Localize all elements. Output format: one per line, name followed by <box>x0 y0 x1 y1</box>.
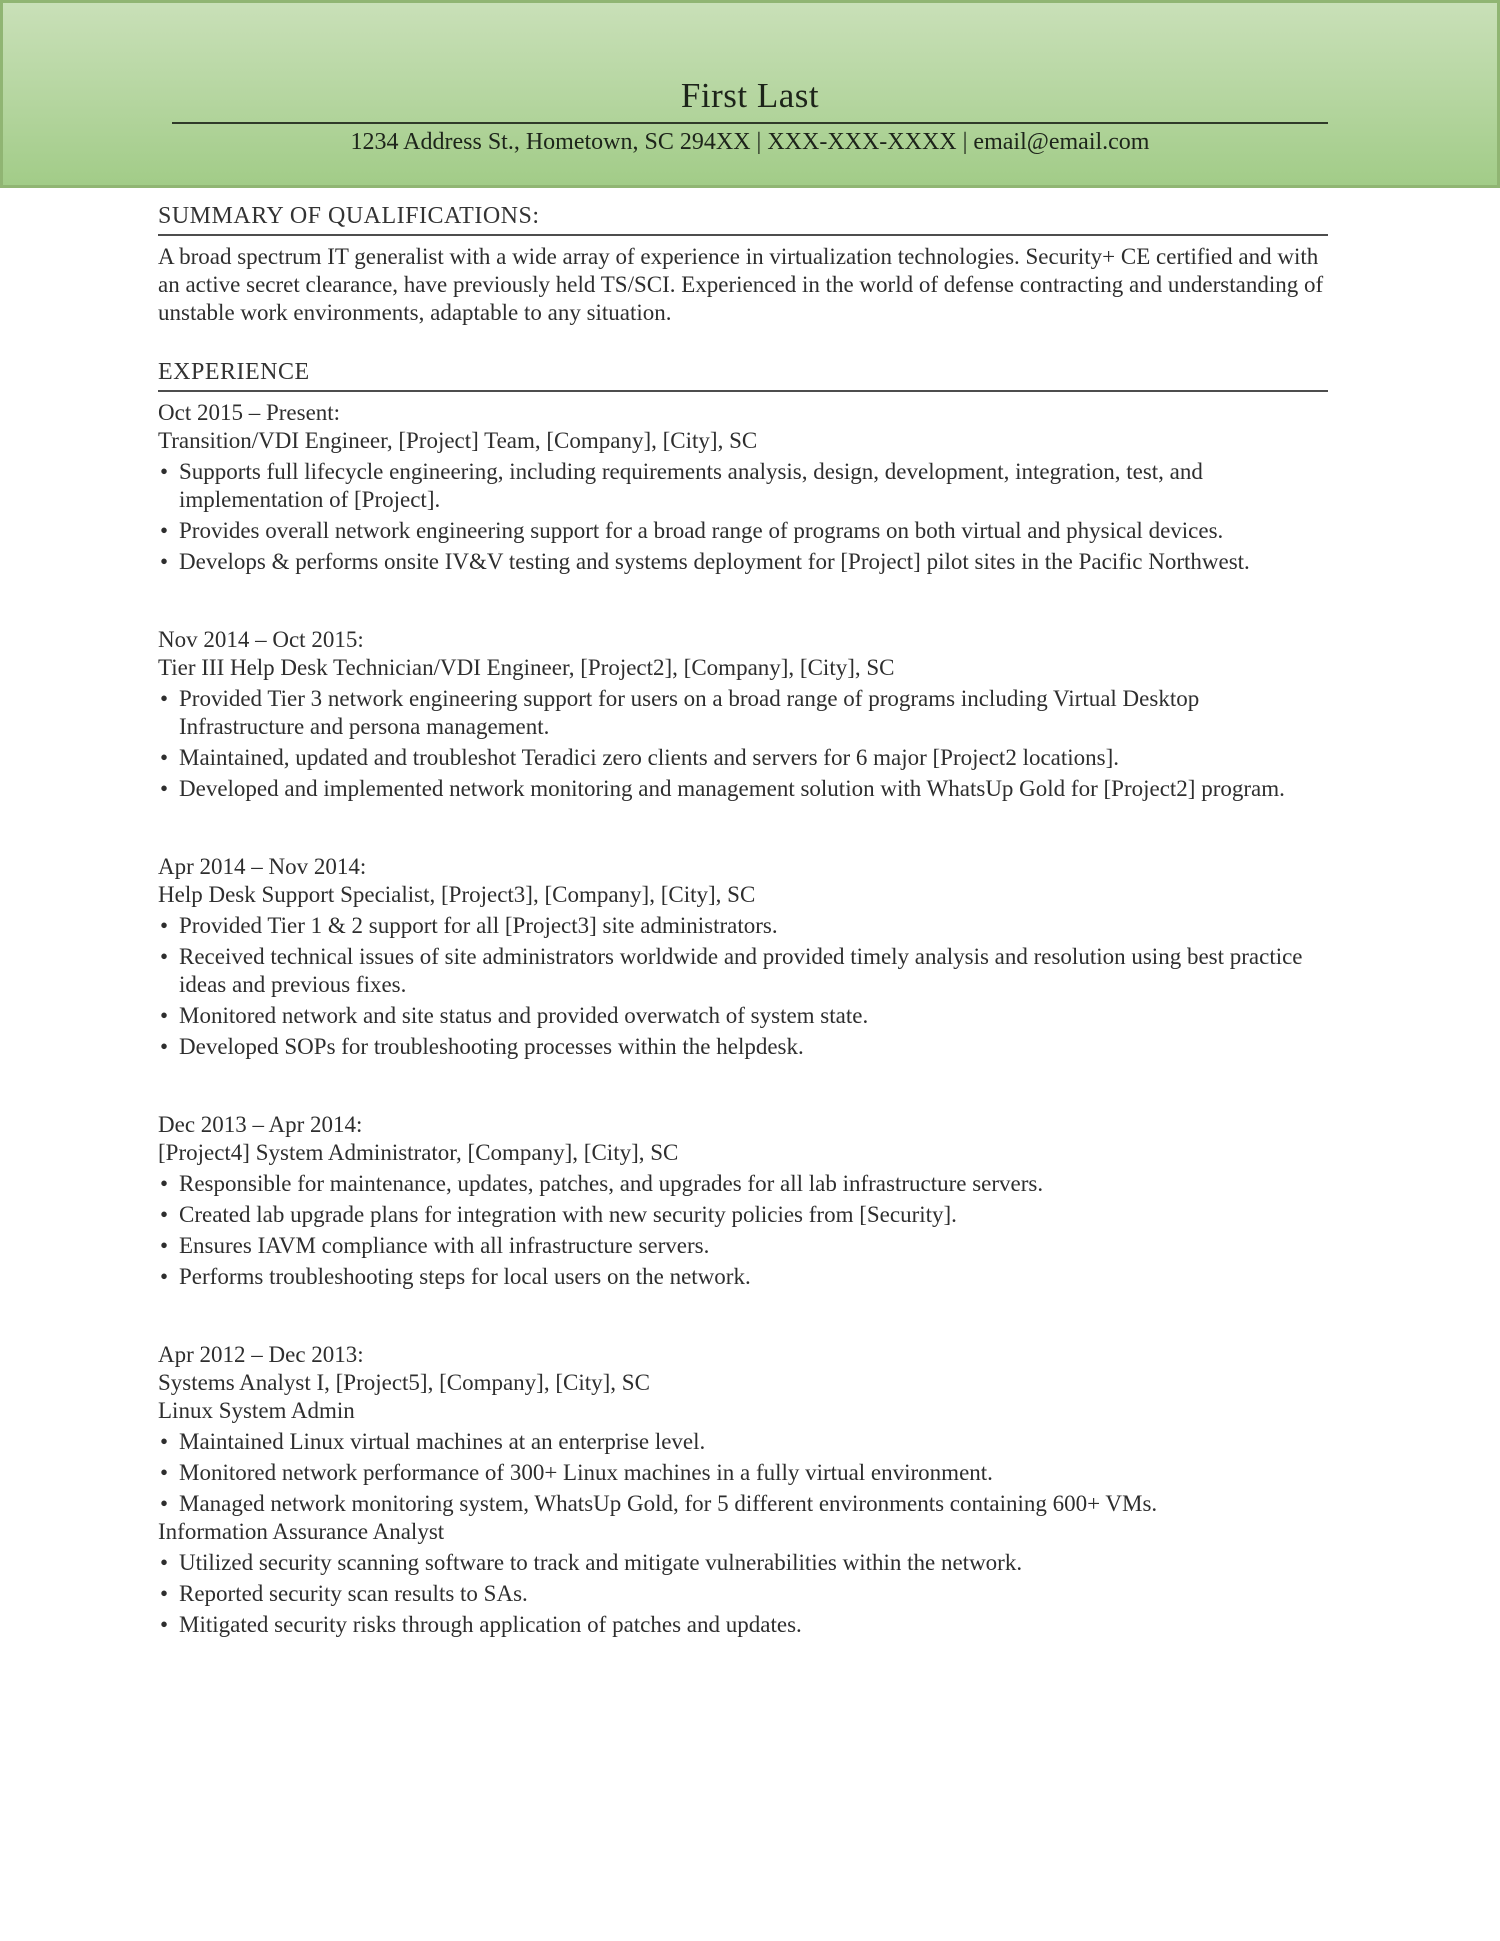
bullet-item: • Utilized security scanning software to track and mitigate vulnerabilities within the network. <box>158 1549 1328 1577</box>
job-dates: Apr 2014 – Nov 2014: <box>158 854 367 879</box>
summary-section <box>158 203 1328 327</box>
bullet-item: • Provided Tier 3 network engineering support for users on a broad range of programs including Virtual Desktop Infrastructure and persona management. <box>158 685 1328 741</box>
job-bullets <box>158 1170 1328 1291</box>
name-divider <box>172 122 1328 124</box>
job-role-heading: Linux System Admin <box>158 1398 355 1423</box>
job-entry <box>158 853 1328 1061</box>
job-title: Transition/VDI Engineer, [Project] Team, [Company], [City], SC <box>158 428 758 453</box>
resume-body <box>158 203 1328 1639</box>
bullet-item: • Provides overall network engineering support for a broad range of programs on both virtual and physical devices. <box>158 517 1328 545</box>
bullet-item: • Supports full lifecycle engineering, including requirements analysis, design, development, integration, test, and implementation of [Project]. <box>158 458 1328 514</box>
summary-heading: SUMMARY OF QUALIFICATIONS: <box>158 203 1328 236</box>
job-entry <box>158 626 1328 803</box>
bullet-item: • Responsible for maintenance, updates, patches, and upgrades for all lab infrastructure servers. <box>158 1170 1328 1198</box>
job-bullets <box>158 1549 1328 1639</box>
experience-heading: EXPERIENCE <box>158 359 1328 392</box>
contact-line: 1234 Address St., Hometown, SC 294XX | XXX-XXX-XXXX | email@email.com <box>350 129 1150 155</box>
bullet-item: • Maintained Linux virtual machines at an enterprise level. <box>158 1428 1328 1456</box>
bullet-item: • Developed SOPs for troubleshooting processes within the helpdesk. <box>158 1033 1328 1061</box>
bullet-item: • Develops & performs onsite IV&V testing and systems deployment for [Project] pilot sites in the Pacific Northwest. <box>158 548 1328 576</box>
job-dates: Oct 2015 – Present: <box>158 400 341 425</box>
job-role-heading: Information Assurance Analyst <box>158 1519 445 1544</box>
bullet-item: • Received technical issues of site administrators worldwide and provided timely analysis and resolution using best practice ideas and previous fixes. <box>158 943 1328 999</box>
job-entry <box>158 399 1328 576</box>
person-name: First Last <box>680 76 820 115</box>
job-title: Tier III Help Desk Technician/VDI Engineer, [Project2], [Company], [City], SC <box>158 655 895 680</box>
job-dates: Apr 2012 – Dec 2013: <box>158 1342 364 1367</box>
bullet-item: • Reported security scan results to SAs. <box>158 1580 1328 1608</box>
job-title: Systems Analyst I, [Project5], [Company], [City], SC <box>158 1370 650 1395</box>
bullet-item: • Ensures IAVM compliance with all infrastructure servers. <box>158 1232 1328 1260</box>
header-banner <box>0 0 1500 188</box>
bullet-item: • Provided Tier 1 & 2 support for all [Project3] site administrators. <box>158 912 1328 940</box>
bullet-item: • Created lab upgrade plans for integration with new security policies from [Security]. <box>158 1201 1328 1229</box>
bullet-item: • Monitored network performance of 300+ Linux machines in a fully virtual environment. <box>158 1459 1328 1487</box>
job-bullets <box>158 912 1328 1061</box>
bullet-item: • Monitored network and site status and provided overwatch of system state. <box>158 1002 1328 1030</box>
job-dates: Nov 2014 – Oct 2015: <box>158 627 364 652</box>
job-bullets <box>158 685 1328 803</box>
bullet-item: • Mitigated security risks through application of patches and updates. <box>158 1611 1328 1639</box>
bullet-item: • Maintained, updated and troubleshot Teradici zero clients and servers for 6 major [Project2 locations]. <box>158 744 1328 772</box>
job-entry <box>158 1111 1328 1291</box>
job-title: Help Desk Support Specialist, [Project3], [Company], [City], SC <box>158 882 756 907</box>
job-bullets <box>158 1428 1328 1518</box>
job-dates: Dec 2013 – Apr 2014: <box>158 1112 363 1137</box>
bullet-item: • Managed network monitoring system, WhatsUp Gold, for 5 different environments containing 600+ VMs. <box>158 1490 1328 1518</box>
job-title: [Project4] System Administrator, [Company], [City], SC <box>158 1140 679 1165</box>
bullet-item: • Developed and implemented network monitoring and management solution with WhatsUp Gold for [Project2] program. <box>158 775 1328 803</box>
bullet-item: • Performs troubleshooting steps for local users on the network. <box>158 1263 1328 1291</box>
job-entry <box>158 1341 1328 1639</box>
summary-paragraph: A broad spectrum IT generalist with a wide array of experience in virtualization technologies. Security+ CE certified and with an active secret clearance, have previously held TS/SCI. Experienced in the world of defense contracting and understanding of unstable work environments, adaptable to any situation. <box>158 244 1324 325</box>
experience-section <box>158 359 1328 1639</box>
job-bullets <box>158 458 1328 576</box>
